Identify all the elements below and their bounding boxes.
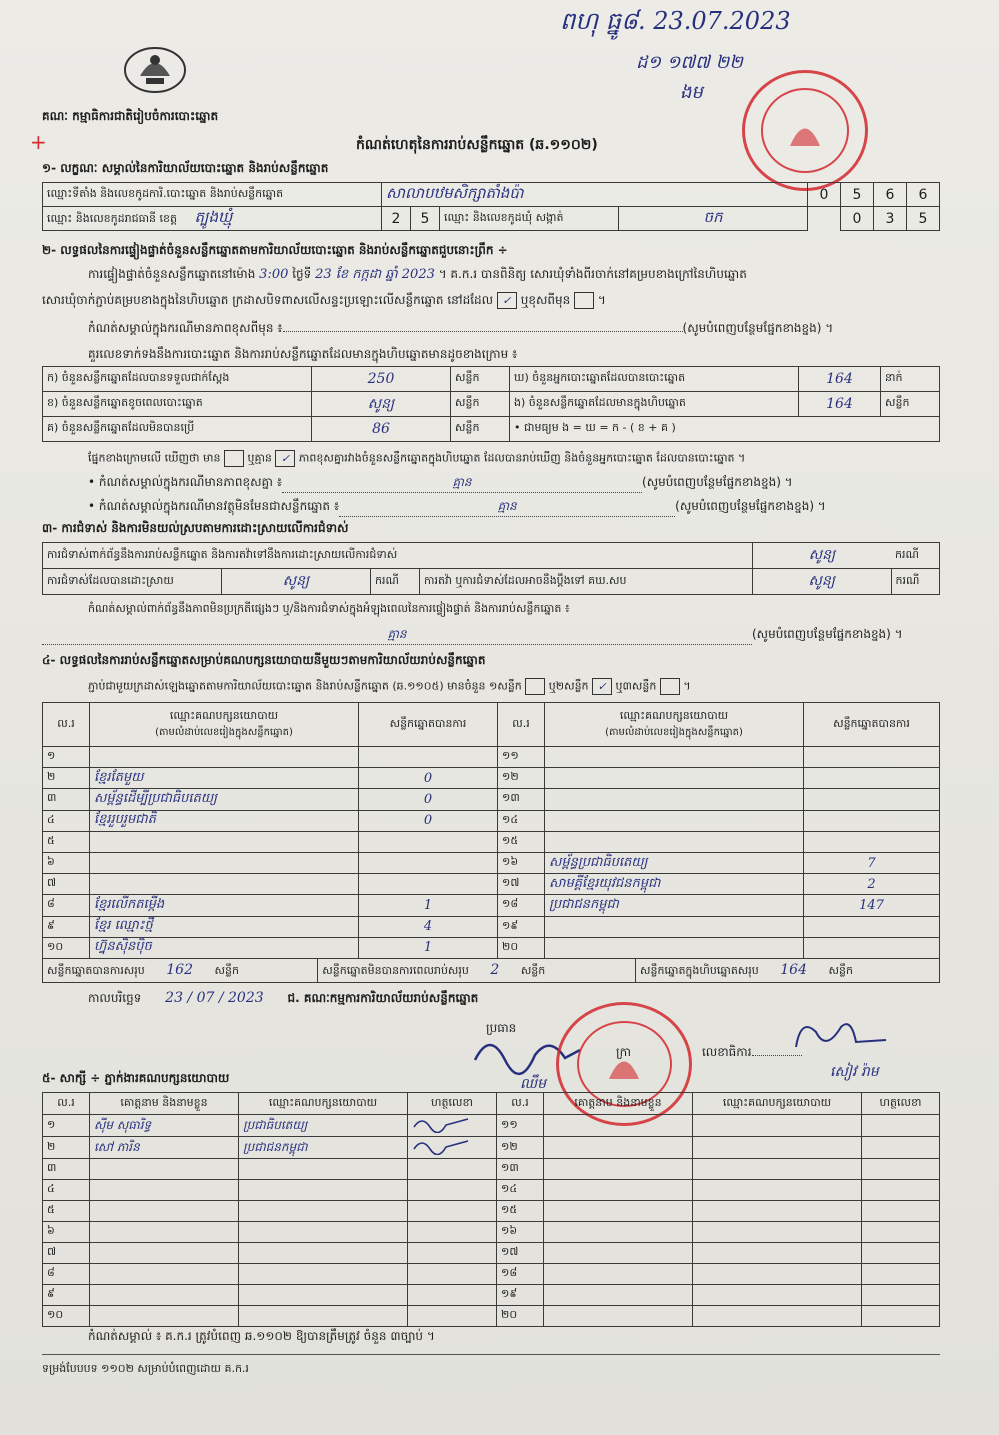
witness-party — [239, 1180, 408, 1201]
witness-name — [90, 1159, 239, 1180]
witness-no: ១០ — [43, 1306, 90, 1327]
result-no: ៨ — [43, 895, 90, 916]
result-party: សម្ព័ន្ធប្រជាធិបតេយ្យ — [545, 852, 804, 873]
section2-para5: ផ្នែកខាងក្រោមលើ ឃើញថា មាន ឬគ្មាន ✓ ភាពខុសគ្នារវាងចំនួនសន្លឹកឆ្នោតក្នុងហិបឆ្នោត ដែលបានរាប់ឃើញ និងចំនួនអ្នកបោះឆ្នោត ដែលបានបោះឆ្នោត ។ — [88, 451, 746, 465]
witness-no: ១៧ — [497, 1243, 544, 1264]
result-no: ១ — [43, 747, 90, 768]
result-party: សាមគ្គីខ្មែរយុវជនកម្ពុជា — [545, 874, 804, 895]
resolved-unit: ករណី — [371, 569, 420, 595]
result-votes — [804, 810, 940, 831]
result-party — [545, 789, 804, 810]
objection-unit: ករណី — [891, 543, 940, 569]
col-party-left: ឈ្មោះគណបក្សនយោបាយ (តាមលំដាប់លេខរៀងក្នុងសន្លឹកឆ្នោត) — [90, 703, 359, 747]
witness-no: ១៤ — [497, 1180, 544, 1201]
table-row — [43, 852, 940, 873]
witness-name — [544, 1306, 693, 1327]
result-party — [545, 747, 804, 768]
result-party — [545, 937, 804, 958]
section2-para2: សោរឃុំចាក់ភ្ជាប់គម្របខាងក្នុងនៃហិបឆ្នោត ក្រដាសបិទពាសលើសន្ទះប្រឡោះលើសន្លឹកឆ្នោត នៅដដែល ✓ ឬខុសពីមុន ។ — [42, 293, 606, 307]
count-d-unit: នាក់ — [881, 367, 940, 392]
result-votes — [804, 789, 940, 810]
witness-party — [239, 1222, 408, 1243]
section2-heading: ២- លទ្ធផលនៃការផ្ទៀងផ្ទាត់ចំនួនសន្លឹកឆ្នោតតាមការិយាល័យបោះឆ្នោត និងរាប់សន្លឹកឆ្នោតជួបនោះព្រឹក ÷ — [42, 243, 508, 257]
witness-name — [544, 1285, 693, 1306]
result-no: ៥ — [43, 831, 90, 852]
result-votes — [359, 874, 498, 895]
count-e-label: ង) ចំនួនសន្លឹកឆ្នោតដែលមានក្នុងហិបឆ្នោត — [510, 392, 799, 417]
changed-checkbox[interactable] — [574, 292, 594, 309]
witness-no: ១៨ — [497, 1264, 544, 1285]
witness-no: ១៩ — [497, 1285, 544, 1306]
date-line: កាលបរិច្ឆេទ 23 / 07 / 2023 ជ. គណៈកម្មការការិយាល័យរាប់សន្លឹកឆ្នោត — [88, 990, 479, 1006]
result-party: ខ្មែរតែមួយ — [90, 768, 359, 789]
witness-signature — [862, 1243, 940, 1264]
code-digit-2: 5 — [841, 183, 874, 207]
table-row — [43, 831, 940, 852]
result-votes: 7 — [804, 852, 940, 873]
witness-name — [544, 1222, 693, 1243]
witness-name — [90, 1243, 239, 1264]
count-b-value: សូន្យ — [312, 392, 451, 417]
result-party — [90, 852, 359, 873]
result-party — [545, 810, 804, 831]
count-a-label: ក) ចំនួនសន្លឹកឆ្នោតដែលបានទទួលជាក់ស្តែង — [43, 367, 312, 392]
witness-signature — [862, 1159, 940, 1180]
section3-note-value: គ្មាន — [387, 627, 407, 641]
result-votes — [359, 831, 498, 852]
witness-signature — [408, 1285, 497, 1306]
section3-table — [42, 542, 940, 595]
witness-signature — [408, 1243, 497, 1264]
chair-name: ឈឹម — [520, 1076, 546, 1092]
verify-time: 3:00 — [259, 267, 289, 282]
result-party: ខ្មែររួបរួមជាតិ — [90, 810, 359, 831]
witness-no: ៧ — [43, 1243, 90, 1264]
secretary-label: លេខាធិការ — [702, 1044, 802, 1062]
witness-signature — [408, 1222, 497, 1243]
witness-name — [544, 1201, 693, 1222]
witness-party — [693, 1159, 862, 1180]
result-no: ២០ — [498, 937, 545, 958]
witness-name — [544, 1180, 693, 1201]
result-no: ១៥ — [498, 831, 545, 852]
result-votes — [359, 852, 498, 873]
formula: • ជាមធ្យម ង = ឃ = ក - ( ខ + គ ) — [510, 417, 940, 442]
province-value: ត្បូងឃ្មុំ — [194, 207, 233, 226]
result-party — [545, 768, 804, 789]
result-votes: 147 — [804, 895, 940, 916]
witness-signature — [862, 1264, 940, 1285]
total-box-value: 164 — [780, 961, 807, 978]
result-party — [545, 831, 804, 852]
verify-date: 23 ខែ កក្កដា ឆ្នាំ 2023 — [315, 267, 435, 282]
witness-no: ៨ — [43, 1264, 90, 1285]
table-row — [43, 1264, 940, 1285]
section2-para3: កំណត់សម្គាល់ក្នុងករណីមានភាពខុសពីមុន ៖ (សូមបំពេញបន្ថែមផ្នែកខាងខ្នង) ។ — [88, 321, 834, 335]
w-col-sig-left: ហត្ថលេខា — [408, 1093, 497, 1115]
table-row — [43, 874, 940, 895]
table-row — [43, 937, 940, 958]
witness-name: ស៊ីម សុធារិទ្ធ — [90, 1115, 239, 1137]
total-valid-value: 162 — [166, 961, 193, 978]
result-no: ៧ — [43, 874, 90, 895]
appeal-value: សូន្យ — [753, 569, 892, 595]
witness-signature — [862, 1222, 940, 1243]
col-no-right: ល.រ — [498, 703, 545, 747]
col-votes-right: សន្លឹកឆ្នោតបានការ — [804, 703, 940, 747]
witness-no: ១៥ — [497, 1201, 544, 1222]
result-party — [90, 831, 359, 852]
table-row — [43, 810, 940, 831]
result-no: ១៤ — [498, 810, 545, 831]
section2-bullet2: • កំណត់សម្គាល់ក្នុងករណីមានវត្ថុមិនមែនជាសន្លឹកឆ្នោត ៖ គ្មាន (សូមបំពេញបន្ថែមផ្នែកខាងខ្នង) ។ — [88, 498, 826, 517]
result-votes — [804, 831, 940, 852]
section2-bullet1: • កំណត់សម្គាល់ក្នុងករណីមានភាពខុសគ្នា ៖ គ្មាន (សូមបំពេញបន្ថែមផ្នែកខាងខ្នង) ។ — [88, 474, 793, 493]
result-votes: 1 — [359, 895, 498, 916]
witness-signature — [862, 1285, 940, 1306]
footer-text: ទម្រង់បែបបទ ១១០២ សម្រាប់បំពេញដោយ គ.ក.រ — [42, 1362, 249, 1375]
witness-signature — [408, 1201, 497, 1222]
witness-party: ប្រជាជនកម្ពុជា — [239, 1137, 408, 1159]
commune-digit-2: 3 — [874, 207, 907, 231]
org-name: គណៈ កម្មាធិការជាតិរៀបចំការបោះឆ្នោត — [42, 109, 219, 123]
result-no: ១៣ — [498, 789, 545, 810]
result-no: ៣ — [43, 789, 90, 810]
province-digit-2: 5 — [411, 207, 440, 231]
count-c-unit: សន្លឹក — [451, 417, 510, 442]
section3-note-line: គ្មាន (សូមបំពេញបន្ថែមផ្នែកខាងខ្នង) ។ — [42, 626, 903, 645]
result-votes — [804, 747, 940, 768]
code-digit-4: 6 — [907, 183, 940, 207]
witness-no: ១ — [43, 1115, 90, 1137]
witness-party — [239, 1264, 408, 1285]
witness-party — [693, 1180, 862, 1201]
total-invalid-value: 2 — [490, 961, 500, 978]
sheets-1-checkbox[interactable] — [525, 678, 545, 695]
witness-name — [90, 1285, 239, 1306]
code-digit-1: 0 — [808, 183, 841, 207]
witness-party — [693, 1243, 862, 1264]
table-row — [43, 895, 940, 916]
witness-signature — [862, 1137, 940, 1159]
section5-footnote: កំណត់សម្គាល់ ៖ គ.ក.រ ត្រូវបំពេញ ឆ.១១០២ ឱ្យបានត្រឹមត្រូវ ចំនួន ៣ច្បាប់ ។ — [88, 1329, 435, 1343]
result-party: សម្ព័ន្ធដើម្បីប្រជាធិបតេយ្យ — [90, 789, 359, 810]
result-votes: 2 — [804, 874, 940, 895]
witness-name — [90, 1222, 239, 1243]
witness-name — [90, 1201, 239, 1222]
secretary-name: សៀវ រ៉ាម — [830, 1064, 879, 1080]
result-votes: 0 — [359, 768, 498, 789]
result-no: ៤ — [43, 810, 90, 831]
header-code-note: ដ១ ១៧៧ ២២ — [636, 52, 743, 73]
witness-party — [693, 1201, 862, 1222]
result-party — [90, 747, 359, 768]
witness-signature — [862, 1115, 940, 1137]
result-no: ២ — [43, 768, 90, 789]
witness-no: ៣ — [43, 1159, 90, 1180]
result-no: ១៦ — [498, 852, 545, 873]
col-votes-left: សន្លឹកឆ្នោតបានការ — [359, 703, 498, 747]
table-row — [43, 1115, 940, 1137]
total-valid-cell: សន្លឹកឆ្នោតបានការសរុប 162 សន្លឹក — [43, 959, 318, 983]
section1-heading: ១- លក្ខណៈ សម្គាល់នៃការិយាល័យបោះឆ្នោត និងរាប់សន្លឹកឆ្នោត — [42, 161, 329, 175]
result-no: ១៩ — [498, 916, 545, 937]
witness-no: ១៣ — [497, 1159, 544, 1180]
official-stamp-top — [742, 70, 868, 191]
appeal-unit: ករណី — [891, 569, 940, 595]
result-party: ហ្វ៊ុនស៊ិនប៉ិច — [90, 937, 359, 958]
witness-signature — [862, 1306, 940, 1327]
witness-no: ១២ — [497, 1137, 544, 1159]
result-no: ១៨ — [498, 895, 545, 916]
total-invalid-cell: សន្លឹកឆ្នោតមិនបានការពេលរាប់សរុប 2 សន្លឹក — [318, 959, 636, 983]
section2-para4: គួរលេខទាក់ទងនឹងការបោះឆ្នោត និងការរាប់សន្លឹកឆ្នោតដែលមានក្នុងហិបឆ្នោតមានដូចខាងក្រោម ៖ — [88, 347, 518, 361]
table-row — [43, 747, 940, 768]
witness-signature — [408, 1264, 497, 1285]
w-col-name-left: គោត្តនាម និងនាមខ្លួន — [90, 1093, 239, 1115]
table-row — [43, 768, 940, 789]
table-row — [43, 1222, 940, 1243]
table-row — [43, 1201, 940, 1222]
objection-label: ការជំទាស់ពាក់ព័ន្ធនឹងការរាប់សន្លឹកឆ្នោត និងការតវ៉ាទៅនឹងការដោះស្រាយលើការជំទាស់ — [43, 543, 753, 569]
count-d-label: ឃ) ចំនួនអ្នកបោះឆ្នោតដែលបានបោះឆ្នោត — [510, 367, 799, 392]
w-col-no-right: ល.រ — [497, 1093, 544, 1115]
witness-name — [544, 1137, 693, 1159]
date-value: 23 / 07 / 2023 — [165, 990, 264, 1006]
section2-para1: ការផ្ទៀងផ្ទាត់ចំនួនសន្លឹកឆ្នោតនៅម៉ោង 3:00 ថ្ងៃទី 23 ខែ កក្កដា ឆ្នាំ 2023 ។ គ.ក.រ បានពិនិត្យ សោរឃុំទាំងពីរចាក់នៅគម្របខាងក្រៅនៃហិបឆ្នោត — [88, 267, 747, 282]
red-mark: + — [30, 130, 47, 154]
count-b-unit: សន្លឹក — [451, 392, 510, 417]
result-no: ១១ — [498, 747, 545, 768]
result-votes: 4 — [359, 916, 498, 937]
witness-name — [90, 1264, 239, 1285]
count-d-value: 164 — [799, 367, 881, 392]
witness-signature — [862, 1180, 940, 1201]
table-row — [43, 916, 940, 937]
witness-name — [90, 1306, 239, 1327]
witness-party — [693, 1222, 862, 1243]
witness-party — [239, 1243, 408, 1264]
witness-no: ១៦ — [497, 1222, 544, 1243]
table-row — [43, 1243, 940, 1264]
objection-value: សូន្យ — [753, 543, 892, 569]
count-a-value: 250 — [312, 367, 451, 392]
witness-party — [693, 1285, 862, 1306]
table-row — [43, 789, 940, 810]
result-votes — [804, 916, 940, 937]
witness-signature — [862, 1201, 940, 1222]
w-col-no-left: ល.រ — [43, 1093, 90, 1115]
witness-no: ១១ — [497, 1115, 544, 1137]
appeal-label: ការតវ៉ា ឬការជំទាស់ដែលអាចនឹងប្តឹងទៅ គឃ.សប — [420, 569, 753, 595]
witness-no: ៦ — [43, 1222, 90, 1243]
count-a-unit: សន្លឹក — [451, 367, 510, 392]
witness-name — [544, 1243, 693, 1264]
commune-value: ចក — [619, 207, 808, 231]
secretary-signature — [786, 1012, 896, 1066]
witness-no: ២ — [43, 1137, 90, 1159]
unchanged-checkbox[interactable]: ✓ — [497, 292, 517, 309]
result-no: ១៧ — [498, 874, 545, 895]
witness-no: ២០ — [497, 1306, 544, 1327]
count-b-label: ខ) ចំនួនសន្លឹកឆ្នោតខូចពេលបោះឆ្នោត — [43, 392, 312, 417]
w-col-name-right: គោត្តនាម និងនាមខ្លួន — [544, 1093, 693, 1115]
totals-table — [42, 958, 940, 983]
bullet1-value: គ្មាន — [452, 475, 472, 489]
member-label: ក្រា — [616, 1045, 631, 1059]
province-digit-1: 2 — [382, 207, 411, 231]
province-label: ឈ្មោះ និងលេខកូដរាជធានី ខេត្ត ត្បូងឃ្មុំ — [43, 207, 382, 231]
table-row — [43, 1159, 940, 1180]
section3-note: កំណត់សម្គាល់ពាក់ព័ន្ធនឹងភាពមិនប្រក្រតីផ្សេងៗ ឬ/និងការជំទាស់ក្នុងអំឡុងពេលនៃការផ្ទៀងផ្ទាត់ និងការរាប់សន្លឹកឆ្នោត ៖ — [88, 602, 570, 615]
witness-no: ៤ — [43, 1180, 90, 1201]
section4-sub: ភ្ជាប់ជាមួយក្រដាស់ឡេងឆ្នោតតាមការិយាល័យបោះឆ្នោត និងរាប់សន្លឹកឆ្នោត (ឆ.១១០៥) មានចំនួន ១សន្លឹក ឬ២សន្លឹក ✓ ឬ៣សន្លឹក ។ — [88, 679, 691, 693]
commune-digit-3: 5 — [907, 207, 940, 231]
resolved-label: ការជំទាស់ដែលបានដោះស្រាយ — [43, 569, 222, 595]
result-no: ១២ — [498, 768, 545, 789]
footer-rule — [42, 1354, 940, 1355]
witness-party — [693, 1306, 862, 1327]
location-label: ឈ្មោះទីតាំង និងលេខកូដការិ.បោះឆ្នោត និងរាប់សន្លឹកឆ្នោត — [43, 183, 382, 207]
result-votes: 0 — [359, 810, 498, 831]
witness-party — [693, 1264, 862, 1285]
result-no: ៩ — [43, 916, 90, 937]
witness-signature — [408, 1306, 497, 1327]
witness-party: ប្រជាធិបតេយ្យ — [239, 1115, 408, 1137]
chair-label: ប្រធាន — [486, 1021, 517, 1035]
resolved-value: សូន្យ — [222, 569, 371, 595]
section1-table — [42, 182, 940, 231]
section5-heading: ៥- សាក្សី ÷ ភ្នាក់ងារគណបក្សនយោបាយ — [42, 1071, 230, 1085]
table-row — [43, 1137, 940, 1159]
result-no: ១០ — [43, 937, 90, 958]
result-votes: 1 — [359, 937, 498, 958]
witness-signature — [408, 1180, 497, 1201]
witness-table — [42, 1092, 940, 1327]
witness-signature — [408, 1159, 497, 1180]
diff-yes-checkbox[interactable] — [224, 450, 244, 467]
section3-heading: ៣- ការជំទាស់ និងការមិនយល់ស្របតាមការដោះស្រាយលើការជំទាស់ — [42, 521, 349, 535]
code-digit-3: 6 — [874, 183, 907, 207]
witness-party — [239, 1306, 408, 1327]
count-c-value: 86 — [312, 417, 451, 442]
count-e-unit: សន្លឹក — [881, 392, 940, 417]
col-party-right: ឈ្មោះគណបក្សនយោបាយ (តាមលំដាប់លេខរៀងក្នុងសន្លឹកឆ្នោត) — [545, 703, 804, 747]
w-col-party-right: ឈ្មោះគណបក្សនយោបាយ — [693, 1093, 862, 1115]
commune-label: ឈ្មោះ និងលេខកូដឃុំ សង្កាត់ — [440, 207, 619, 231]
emblem-logo — [120, 40, 190, 95]
result-party — [545, 916, 804, 937]
header-initials: ងម — [680, 82, 703, 103]
result-votes — [804, 937, 940, 958]
witness-signature — [408, 1115, 497, 1137]
witness-signature — [408, 1137, 497, 1159]
witness-party — [239, 1201, 408, 1222]
result-party — [90, 874, 359, 895]
bullet2-value: គ្មាន — [497, 499, 517, 513]
form-title: កំណត់ហេតុនៃការរាប់សន្លឹកឆ្នោត (ឆ.១១០២) — [356, 137, 598, 153]
witness-party — [693, 1115, 862, 1137]
witness-party — [239, 1285, 408, 1306]
witness-name: សៅ ភារិន — [90, 1137, 239, 1159]
diff-no-checkbox[interactable]: ✓ — [275, 450, 295, 467]
result-votes — [359, 747, 498, 768]
results-table — [42, 702, 940, 959]
sheets-2-checkbox[interactable]: ✓ — [592, 678, 612, 695]
w-col-party-left: ឈ្មោះគណបក្សនយោបាយ — [239, 1093, 408, 1115]
result-votes: 0 — [359, 789, 498, 810]
count-e-value: 164 — [799, 392, 881, 417]
result-party: ខ្មែរ ឈ្មោះថ្មី — [90, 916, 359, 937]
location-value: សាលាបឋមសិក្សាតាំងប៉ា — [382, 183, 808, 207]
result-party: ខ្មែរលើកតម្កើង — [90, 895, 359, 916]
witness-party — [239, 1159, 408, 1180]
witness-no: ៩ — [43, 1285, 90, 1306]
witness-name — [544, 1115, 693, 1137]
witness-no: ៥ — [43, 1201, 90, 1222]
result-party: ប្រជាជនកម្ពុជា — [545, 895, 804, 916]
table-row — [43, 1306, 940, 1327]
total-box-cell: សន្លឹកឆ្នោតក្នុងហិបឆ្នោតសរុប 164 សន្លឹក — [636, 959, 940, 983]
section4-heading: ៤- លទ្ធផលនៃការរាប់សន្លឹកឆ្នោតសម្រាប់គណបក្សនយោបាយនីមួយៗតាមការិយាល័យរាប់សន្លឹកឆ្នោត — [42, 653, 486, 667]
count-c-label: គ) ចំនួនសន្លឹកឆ្នោតដែលមិនបានប្រើ — [43, 417, 312, 442]
commune-digit-1: 0 — [841, 207, 874, 231]
result-votes — [804, 768, 940, 789]
witness-party — [693, 1137, 862, 1159]
header-date-note: ពហុ ធ្នូ៨. 23.07.2023 — [560, 7, 791, 35]
result-no: ៦ — [43, 852, 90, 873]
table-row — [43, 1180, 940, 1201]
witness-name — [90, 1180, 239, 1201]
counts-table — [42, 366, 940, 442]
witness-name — [544, 1159, 693, 1180]
sheets-3-checkbox[interactable] — [660, 678, 680, 695]
table-row — [43, 1285, 940, 1306]
witness-name — [544, 1264, 693, 1285]
w-col-sig-right: ហត្ថលេខា — [862, 1093, 940, 1115]
col-no-left: ល.រ — [43, 703, 90, 747]
